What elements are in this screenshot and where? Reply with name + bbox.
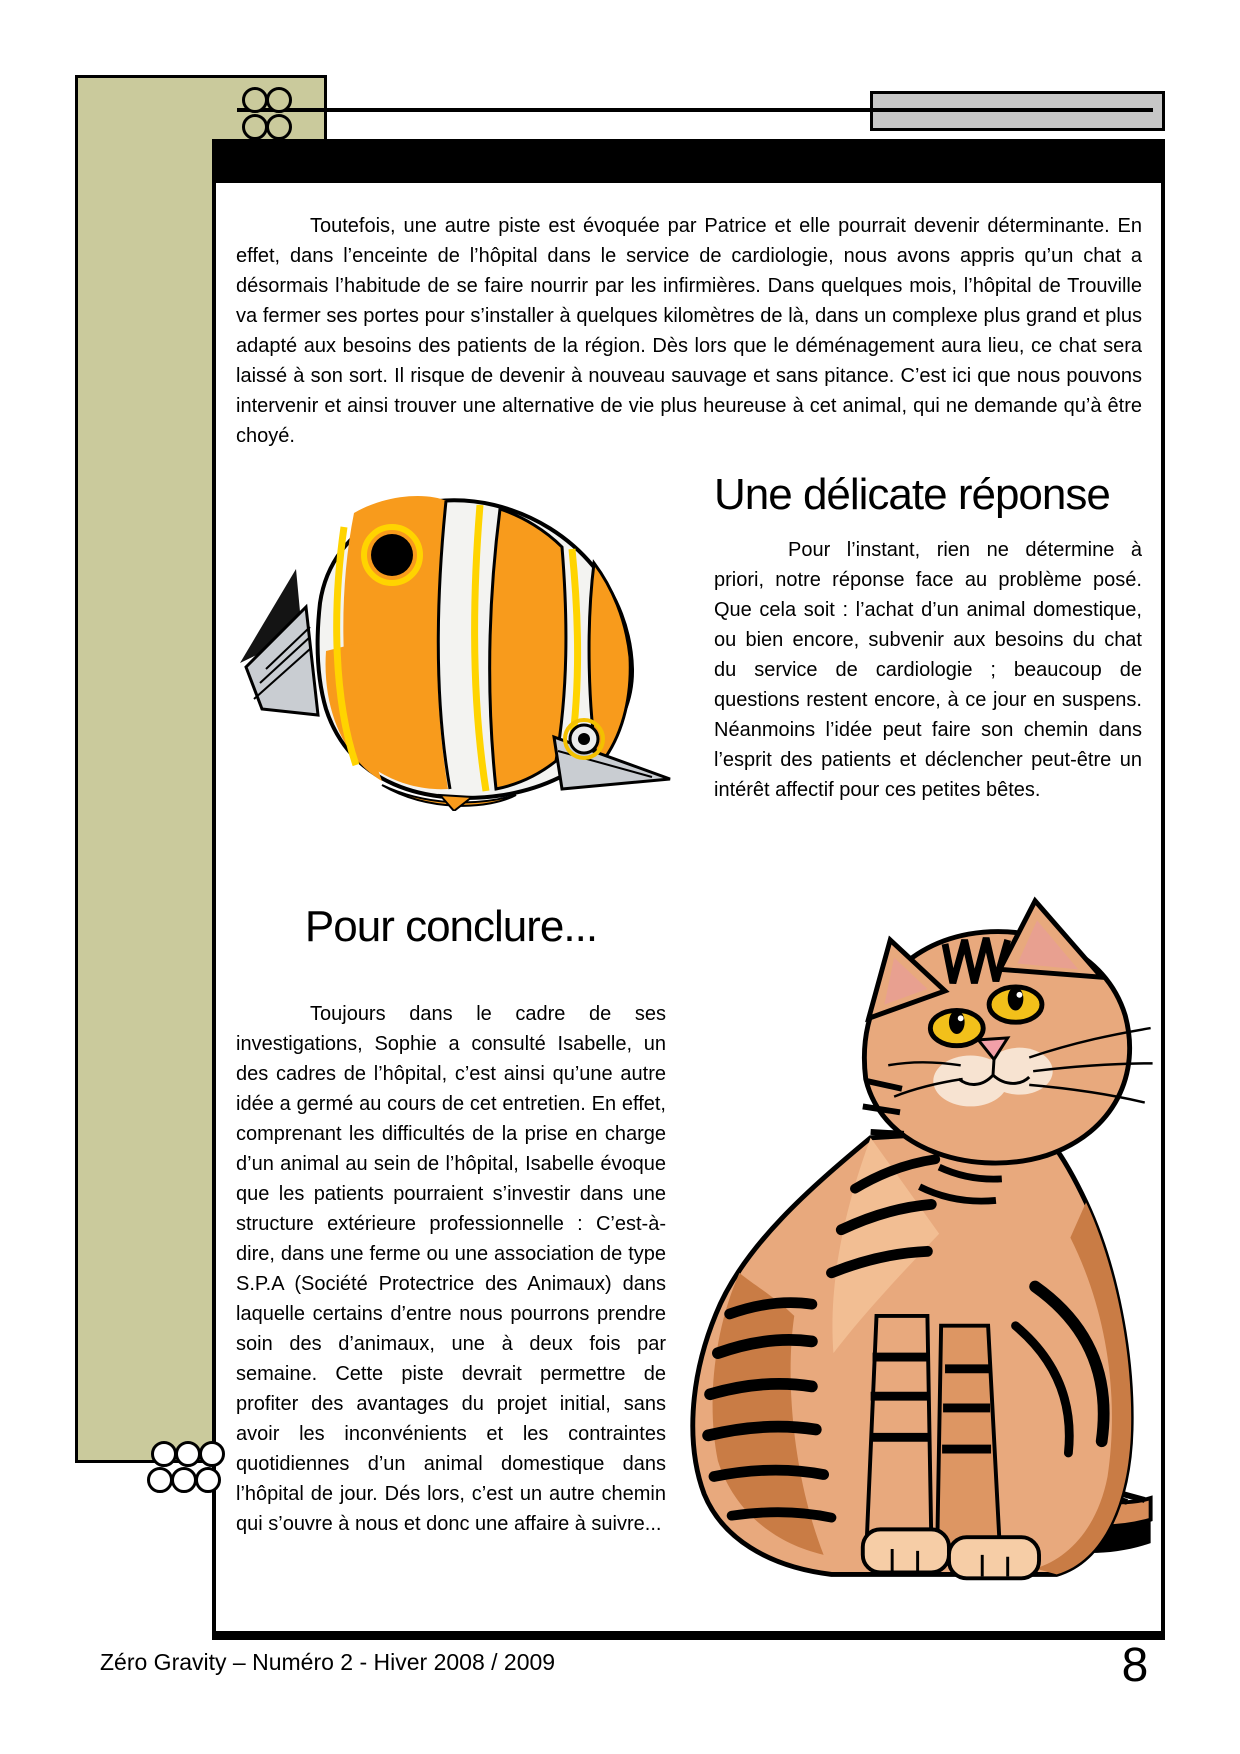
binder-ring-icon bbox=[171, 1467, 197, 1493]
footer-issue-line: Zéro Gravity – Numéro 2 - Hiver 2008 / 2009 bbox=[100, 1649, 556, 1675]
page-sheet bbox=[212, 139, 1165, 1640]
section-heading-une-delicate-reponse: Une délicate réponse bbox=[714, 470, 1110, 519]
binder-ring-icon bbox=[151, 1441, 177, 1467]
page-header-band bbox=[216, 139, 1161, 183]
section-heading-pour-conclure: Pour conclure... bbox=[304, 902, 598, 951]
binder-ring-icon bbox=[242, 114, 268, 140]
top-rule-line bbox=[237, 108, 1153, 112]
intro-paragraph: Toutefois, une autre piste est évoquée par Patrice et elle pourrait devenir déterminante. En effet, dans l’enceinte de l’hôpital dans le service de cardiologie, nous avons appris qu’un chat a désormais l’habitude de se faire nourrir par les infirmières. Dans quelques mois, l’hôpital de Trouville va fermer ses portes pour s’installer à quelques kilomètres de là, dans un complexe plus grand et plus adapté aux besoins des patients de la région. Dès lors que le déménagement aura lieu, ce chat sera laissé à son sort. Il risque de devenir à nouveau sauvage et sans pitance. C’est ici que nous pouvons intervenir et ainsi trouver une alternative de vie plus heureuse à cet animal, qui ne demande qu’à être choyé. bbox=[236, 215, 1142, 447]
binder-ring-icon bbox=[199, 1441, 225, 1467]
tabby-cat-illustration bbox=[644, 893, 1156, 1593]
binder-ring-icon bbox=[266, 87, 292, 113]
section-body-une-delicate-reponse: Pour l’instant, rien ne détermine à priori, notre réponse face au problème posé. Que cela soit : l’achat d’un animal domestique, ou bien encore, subvenir aux besoins du chat du service de cardiologie ; beaucoup de questions restent encore, à ce jour en suspens. Néanmoins l’idée peut faire son chemin dans l’esprit des patients et déclencher peut-être un intérêt affectif pour ces petites bêtes. bbox=[714, 539, 1142, 801]
page-number: 8 bbox=[1121, 1639, 1149, 1692]
tabby-cat-drawing bbox=[644, 893, 1156, 1593]
section-delicate-reponse bbox=[714, 469, 1142, 805]
binder-ring-icon bbox=[195, 1467, 221, 1493]
binder-ring-icon bbox=[266, 114, 292, 140]
binder-ring-icon bbox=[175, 1441, 201, 1467]
binder-ring-icon bbox=[147, 1467, 173, 1493]
butterflyfish-illustration bbox=[232, 451, 672, 811]
butterflyfish-drawing bbox=[232, 451, 672, 811]
binder-ring-icon bbox=[242, 87, 268, 113]
section-body-pour-conclure: Toujours dans le cadre de ses investigations, Sophie a consulté Isabelle, un des cadres de l’hôpital, c’est ainsi qu’une autre idée a germé au cours de cet entretien. En effet, comprenant les difficultés de la prise en charge d’un animal au sein de l’hôpital, Isabelle évoque que les patients pourraient s’investir dans une structure extérieure professionnelle : C’est-à-dire, dans une ferme ou une association de type S.P.A (Société Protectrice des Animaux) dans laquelle certains d’entre nous pourrons prendre soin des d’animaux, une à deux fois par semaine. Cette piste devrait permettre de profiter des avantages du projet initial, sans avoir les inconvénients et les contraintes quotidiennes d’un animal domestique dans l’hôpital de jour. Dés lors, c’est un autre chemin qui s’ouvre à nous et donc une affaire à suivre... bbox=[236, 1003, 666, 1535]
